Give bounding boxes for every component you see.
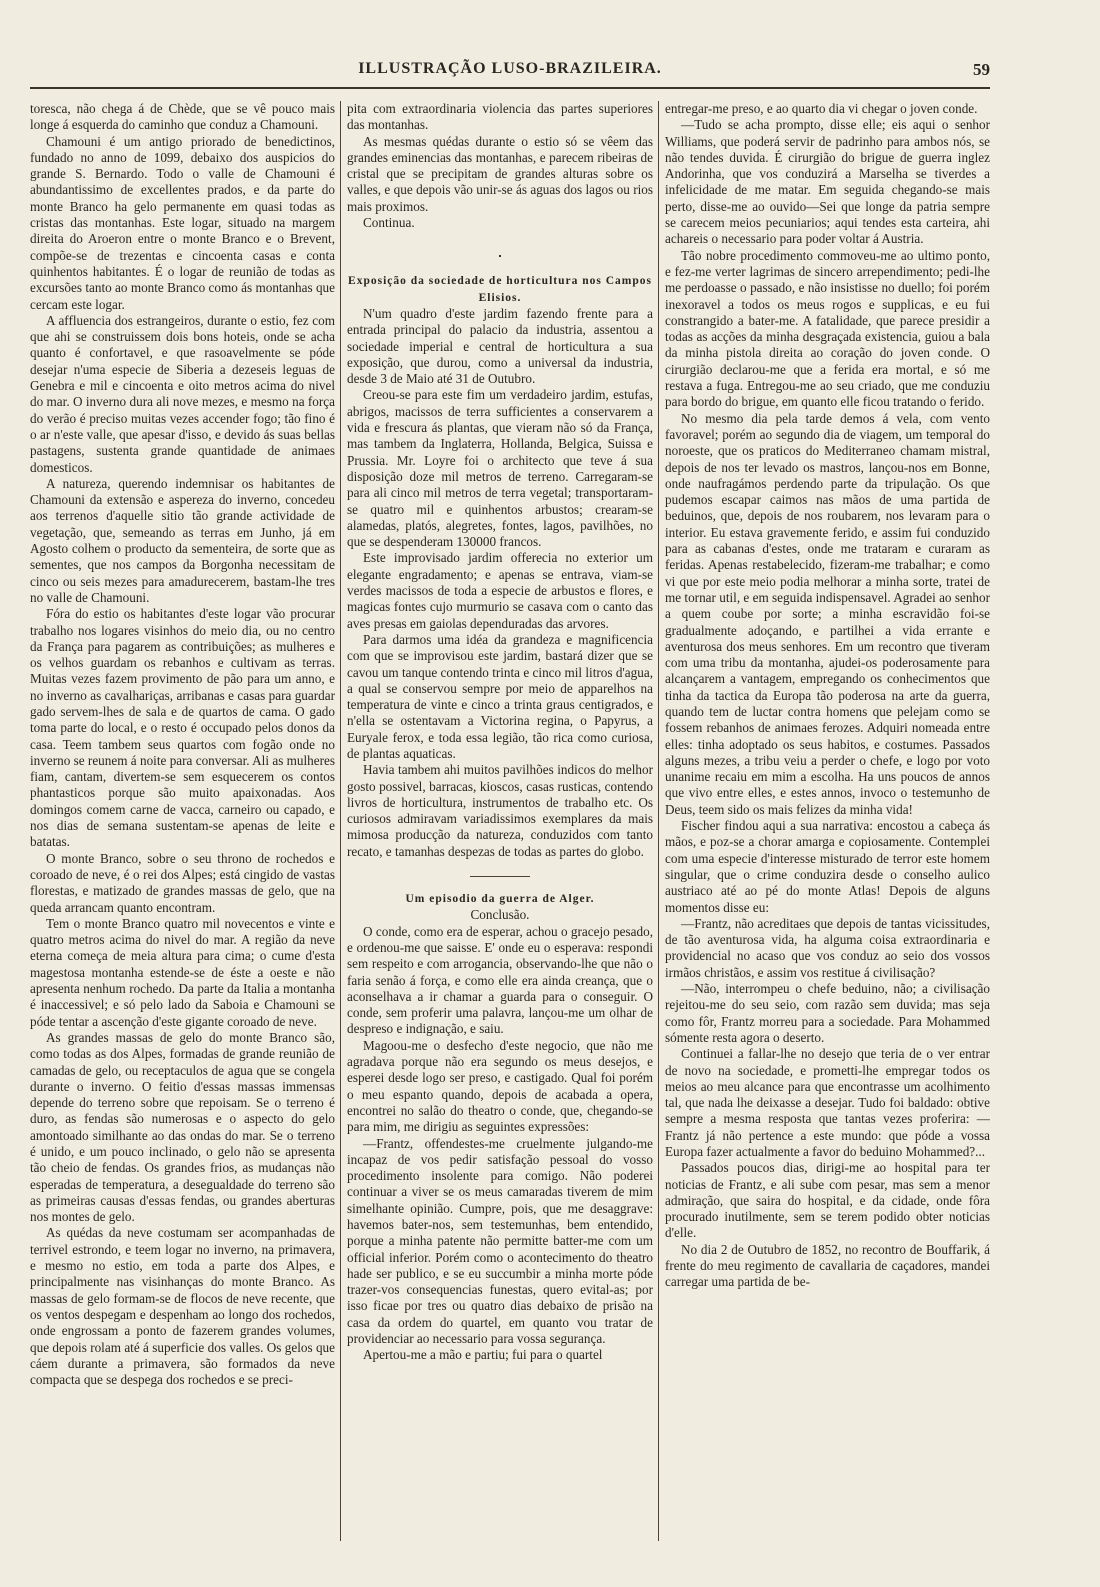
column-3: [665, 101, 990, 1541]
paragraph: Fóra do estio os habitantes d'este logar vão procurar trabalho nos logares visinhos do meio dia, ou no centro da França para pagarem as contribuições; as mulheres e os velhos guardam os rebanhos e cultivam as terras. Muitas vezes fazem provimento de pão para um anno, e no inverno as cavalhariças, arribanas e casas para guardar gado servem-lhes de sala e de quartos de cama. O gado toma parte do local, e o resto é occupado pelos donos da casa. Teem tambem seus quartos com fogão onde no inverno se reunem á noite para conversar. Ali as mulheres fiam, cantam, divertem-se sem esquecerem os contos phantasticos porque são muito apaixonadas. Aos domingos comem carne de vacca, carneiro ou capado, e nos dias de semana sustentam-se apenas de leite e batatas.: [30, 606, 335, 850]
section-rule: [470, 876, 530, 877]
paragraph: —Frantz, não acreditaes que depois de tantas vicissitudes, de tão aventurosa vida, ha alguma coisa extraordinaria e providencial no acaso que vos conduz ao seio dos vossos irmãos christãos, e assim vos restitue á civilisação?: [665, 915, 990, 980]
paragraph: Tão nobre procedimento commoveu-me ao ultimo ponto, e fez-me verter lagrimas de sincero arrependimento; pedi-lhe me perdoasse o passado, e não insistisse no duello; foi porém inexoravel a todos os meus rogos e supplicas, e eu fui constrangido a bater-me. A fatalidade, que parece presidir a todas as acções da minha desgraçada existencia, guiou a bala da minha pistola direita ao coração do joven conde. O cirurgião declarou-me que a ferida era mortal, e só me restava a fuga. Entregou-me ao seu criado, que me conduziu para bordo do brigue, em quanto elle ficou tratando o ferido.: [665, 247, 990, 410]
paragraph: Passados poucos dias, dirigi-me ao hospital para ter noticias de Frantz, e ali sube com pesar, mas sem a menor admiração, que saira do hospital, e da cidade, onde fôra procurado inutilmente, sem se terem podido obter noticias d'elle.: [665, 1160, 990, 1241]
paragraph: No dia 2 de Outubro de 1852, no recontro de Bouffarik, á frente do meu regimento de cavallaria de caçadores, mandei carregar uma partida de be-: [665, 1241, 990, 1290]
running-title: ILLUSTRAÇÃO LUSO-BRAZILEIRA.: [358, 60, 662, 77]
paragraph: Magoou-me o desfecho d'este negocio, que não me agradava porque não era segundo os meus desejos, e esperei desde logo ser preso, e castigado. Qual foi porém o meu espanto quando, depois de acabada a opera, encontrei no salão do theatro o conde, que, chegando-se para mim, me dirigiu as seguintes expressões:: [347, 1037, 653, 1135]
section-subtitle: Conclusão.: [470, 907, 530, 923]
paragraph: toresca, não chega á de Chède, que se vê pouco mais longe á esquerda do caminho que conduz a Chamouni.: [30, 101, 335, 133]
paragraph: Fischer findou aqui a sua narrativa: encostou a cabeça ás mãos, e poz-se a chorar amarga e copiosamente. Contemplei com uma especie d'interesse misturado de terror este homem singular, que o crime conduzira desde o conselho aulico austriaco até ao pé do monte Atlas! Depois de alguns momentos disse eu:: [665, 818, 990, 915]
paragraph: Este improvisado jardim offerecia no exterior um elegante engradamento; e apenas se entrava, viam-se verdes macissos de toda a especie de arbustos e flores, e magicas fontes cujo murmurio se casava com o canto das aves presas em gaiolas dependuradas das arvores.: [347, 550, 653, 631]
paragraph: Continuei a fallar-lhe no desejo que teria de o ver entrar de novo na sociedade, e prometti-lhe empregar todos os meios ao meu alcance para que encontrasse um acolhimento tal, que nada lhe deixasse a desejar. Tudo foi baldado: obtive sempre a mesma resposta que tantas vezes proferira: —Frantz já não pertence a este mundo: que póde a vossa Europa fazer actualmente a favor do beduino Mohammed?...: [665, 1046, 990, 1159]
page-number: 59: [973, 60, 990, 79]
section-ornament: [347, 237, 653, 273]
paragraph: —Tudo se acha prompto, disse elle; eis aqui o senhor Williams, que poderá servir de padrinho para ambos nós, se não tendes duvida. É cirurgião do brigue de guerra inglez Andorinha, que vos conduzirá a Marselha se tiverdes a infelicidade de me matar. Em seguida chegando-se mais perto, disse-me ao ouvido—Sei que longe da patria sempre se carecem meios pecuniarios; aqui tendes esta carteira, ahi achareis o necessario para poder voltar á Austria.: [665, 117, 990, 247]
paragraph: Para darmos uma idéa da grandeza e magnificencia com que se improvisou este jardim, bastará dizer que se cavou um tanque contendo trinta e cinco mil litros d'agua, a qual se conservou sempre por meio de apparelhos na temperatura de vinte e cinco a trinta graus centigrados, e n'ella se ostentavam a Victorina regina, o Papyrus, a Euryale ferox, e toda essa legião, tão rica como curiosa, de plantas aquaticas.: [347, 631, 653, 761]
section-title-alger: Um episodio da guerra de Alger.: [405, 893, 595, 906]
paragraph: Tem o monte Branco quatro mil novecentos e vinte e quatro metros acima do nivel do mar. A região da neve eterna começa de meia altura para cima; o cume d'esta magestosa montanha estende-se de éste a oeste e não apresenta nenhum rochedo. Da parte da Italia a montanha é inaccessivel; e só pelo lado da Saboia e Chamouni se póde tentar a ascenção d'este gigante coroado de neve.: [30, 915, 335, 1029]
paragraph: Chamouni é um antigo priorado de benedictinos, fundado no anno de 1099, debaixo dos auspicios do grande S. Bernardo. Todo o valle de Chamouni é abundantissimo de excellentes prados, e da parte do monte Branco ha gelo permanente em quasi todas as cristas das montanhas. Este logar, situado na margem direita do Aroeron entre o monte Branco e o Brevent, compõe-se de trezentas e cincoenta casas e conta quinhentos habitantes. É o logar de reunião de todas as excursões tanto ao monte Branco como ás montanhas que cercam este logar.: [30, 133, 335, 312]
header-rule: [30, 87, 990, 89]
paragraph: As mesmas quédas durante o estio só se vêem das grandes eminencias das montanhas, e parecem ribeiras de cristal que se precipitam de grandes alturas sobre os valles, e que depois vão unir-se ás aguas dos lagos ou rios mais proximos.: [347, 133, 653, 214]
paragraph: Apertou-me a mão e partiu; fui para o quartel: [363, 1347, 603, 1363]
paragraph: A natureza, querendo indemnisar os habitantes de Chamouni da extensão e aspereza do inverno, concedeu aos terrenos d'aquelle sitio tão grande actividade de vegetação, que, semeando as terras em Junho, já em Agosto colhem o producto da sementeira, de sorte que as sementes, que nos campos da Borgonha necessitam de cinco ou seis mezes para amadurecerem, bastam-lhe tres no valle de Chamouni.: [30, 475, 335, 605]
column-divider: [340, 101, 341, 1541]
paragraph: A affluencia dos estrangeiros, durante o estio, fez com que ahi se construissem dois bons hoteis, onde se acha quanto é confortavel, e que rasoavelmente se póde desejar n'uma especie de Siberia a dezeseis leguas de Genebra e mil e cincoenta e oito metros acima do nivel do mar. O inverno dura ali nove mezes, e mesmo na força do verão é preciso muitas vezes accender fogo; tão fino é o ar n'este valle, que apesar d'isso, e devido ás suas bellas pastagens, sustenta grande quantidade de animaes domesticos.: [30, 312, 335, 475]
paragraph: Creou-se para este fim um verdadeiro jardim, estufas, abrigos, macissos de terra sufficientes a conservarem a vida e frescura ás plantas, que vieram não só da França, mas tambem da Inglaterra, Hollanda, Belgica, Suissa e Prussia. Mr. Loyre foi o architecto que teve á sua disposição doze mil metros de terreno. Carregaram-se para ali cinco mil metros de terra vegetal; transportaram-se quatro mil e quinhentos arbustos; crearam-se alamedas, platós, alegretes, fontes, lagos, pavilhões, no que se despenderam 130000 francos.: [347, 387, 653, 550]
paragraph: N'um quadro d'este jardim fazendo frente para a entrada principal do palacio da industria, assentou a sociedade imperial e central de horticultura a sua exposição, que durou, como a universal da industria, desde 3 de Maio até 31 de Outubro.: [347, 305, 653, 387]
column-2: [347, 101, 653, 1541]
paragraph: As grandes massas de gelo do monte Branco são, como todas as dos Alpes, formadas de grande reunião de camadas de gelo, ou receptaculos de agua que se congela durante o inverno. O feitio d'essas massas immensas depende do terreno sobre que repoisam. Se o terreno é duro, as fendas são numerosas e o aspecto do gelo amontoado similhante ao das ondas do mar. Se o terreno é unido, e um pouco inclinado, o gelo não se apresenta tão cheio de fendas. Os grandes frios, as mudanças não esperadas de temperatura, a desegualdade do terreno são as primeiras causas d'essas fendas, ou grandes aberturas nos montes de gelo.: [30, 1029, 335, 1225]
column-1: [30, 101, 335, 1541]
paragraph: Havia tambem ahi muitos pavilhões indicos do melhor gosto possivel, barracas, kioscos, casas rusticas, contendo livros de horticultura, instrumentos de trabalho etc. Os curiosos admiravam variadissimos exemplares da mais mimosa producção da natureza, conduzidos com tanto recato, e tamanhas despezas de todas as partes do globo.: [347, 762, 653, 859]
page-header: [30, 58, 990, 84]
paragraph: —Não, interrompeu o chefe beduino, não; a civilisação rejeitou-me do seu seio, com razão sem duvida; mas seja como fôr, Frantz morreu para a sociedade. Para Mohammed sómente resta agora o deserto.: [665, 981, 990, 1045]
paragraph: O monte Branco, sobre o seu throno de rochedos e coroado de neve, é o rei dos Alpes; está cingido de vastas florestas, e matizado de grandes massas de gelo, que na queda arrancam quanto encontram.: [30, 850, 335, 915]
column-divider: [658, 101, 659, 1541]
paragraph: As quédas da neve costumam ser acompanhadas de terrivel estrondo, e teem logar no inverno, na primavera, e mesmo no estio, em toda a parte dos Alpes, e principalmente nas visinhanças do monte Branco. As massas de gelo formam-se de flocos de neve recente, que os ventos despegam e despenham ao longo dos rochedos, onde engrossam a ponto de fazerem grandes volumes, que depois rolam até á superficie dos valles. Os gelos que cáem durante a primavera, são formados da neve compacta que se despega dos rochedos e se preci-: [30, 1225, 335, 1388]
paragraph: entregar-me preso, e ao quarto dia vi chegar o joven conde.: [665, 101, 978, 116]
paragraph: —Frantz, offendestes-me cruelmente julgando-me incapaz de vos pedir satisfação pessoal do vosso procedimento insolente para comigo. Não poderei continuar a viver se os meus camaradas tiverem de mim simelhante opinião. Cumpre, pois, que me desaggrave: havemos bater-nos, sem testemunhas, bem entendido, porque a minha patente não permitte batter-me com um official inferior. Porém como o acontecimento do theatro hade ser publico, e se eu succumbir a minha morte póde trazer-vos consequencias funestas, quero evital-as; por isso ficae por tres ou quatro dias debaixo de prisão na casa da ordem do quartel, em quanto vou tratar de providenciar ao necessario para vossa segurança.: [347, 1135, 653, 1347]
continua-note: Continua.: [363, 215, 415, 231]
paragraph: No mesmo dia pela tarde demos á vela, com vento favoravel; porém ao segundo dia de viagem, um temporal do noroeste, que os praticos do Mediterraneo chamam mistral, depois de nos ter levado os mastros, lançou-nos em Bonne, onde naufragámos perdendo parte da tripulação. Os que pudemos escapar caimos nas mãos de uma partida de beduinos, que, depois de nos roubarem, nos levaram para o interior. Eu estava gravemente ferido, e assim fui conduzido para as cabanas d'estes, onde me trataram e curaram as feridas. Apenas restabelecido, fizeram-me trabalhar; e como vi que por este meio podia melhorar a minha sorte, tratei de me tornar util, e em seguida indispensavel. Agradei ao senhor a quem coube por sorte; a minha escravidão foi-se gradualmente adoçando, e partilhei a vida errante e aventurosa dos meus senhores. Em um recontro que tiveram com uma tribu da montanha, ajudei-os poderosamente para alcançarem a vantagem, empregando os conhecimentos que tinha da tactica da Europa tão poderosa na arte da guerra, quando tem de luctar contra homens que pelejam como se fossem rebanhos de animaes ferozes. Adquiri nomeada entre elles: tinha adoptado os seus habitos, e costumes. Passados alguns mezes, a tribu veiu a perder o chefe, e logo por voto unanime recaiu em mim a escolha. Ha uns poucos de annos que vivo entre elles, e estes annos, invoco o testemunho de Deus, teem sido os mais felizes da minha vida!: [665, 410, 990, 817]
paragraph: O conde, como era de esperar, achou o gracejo pesado, e ordenou-me que saisse. E' onde eu o esperava: respondi sem respeito e com arrogancia, observando-lhe que não o faria senão á força, e como elle era ainda creança, que o aconselhava a ir chamar a guarda para o conseguir. O conde, sem proferir uma palavra, lançou-me um olhar de despreso e indignação, e saiu.: [347, 923, 653, 1037]
section-title-horticultura: Exposição da sociedade de horticultura nos Campos Elisios.: [348, 275, 652, 304]
paragraph: pita com extraordinaria violencia das partes superiores das montanhas.: [347, 101, 653, 133]
